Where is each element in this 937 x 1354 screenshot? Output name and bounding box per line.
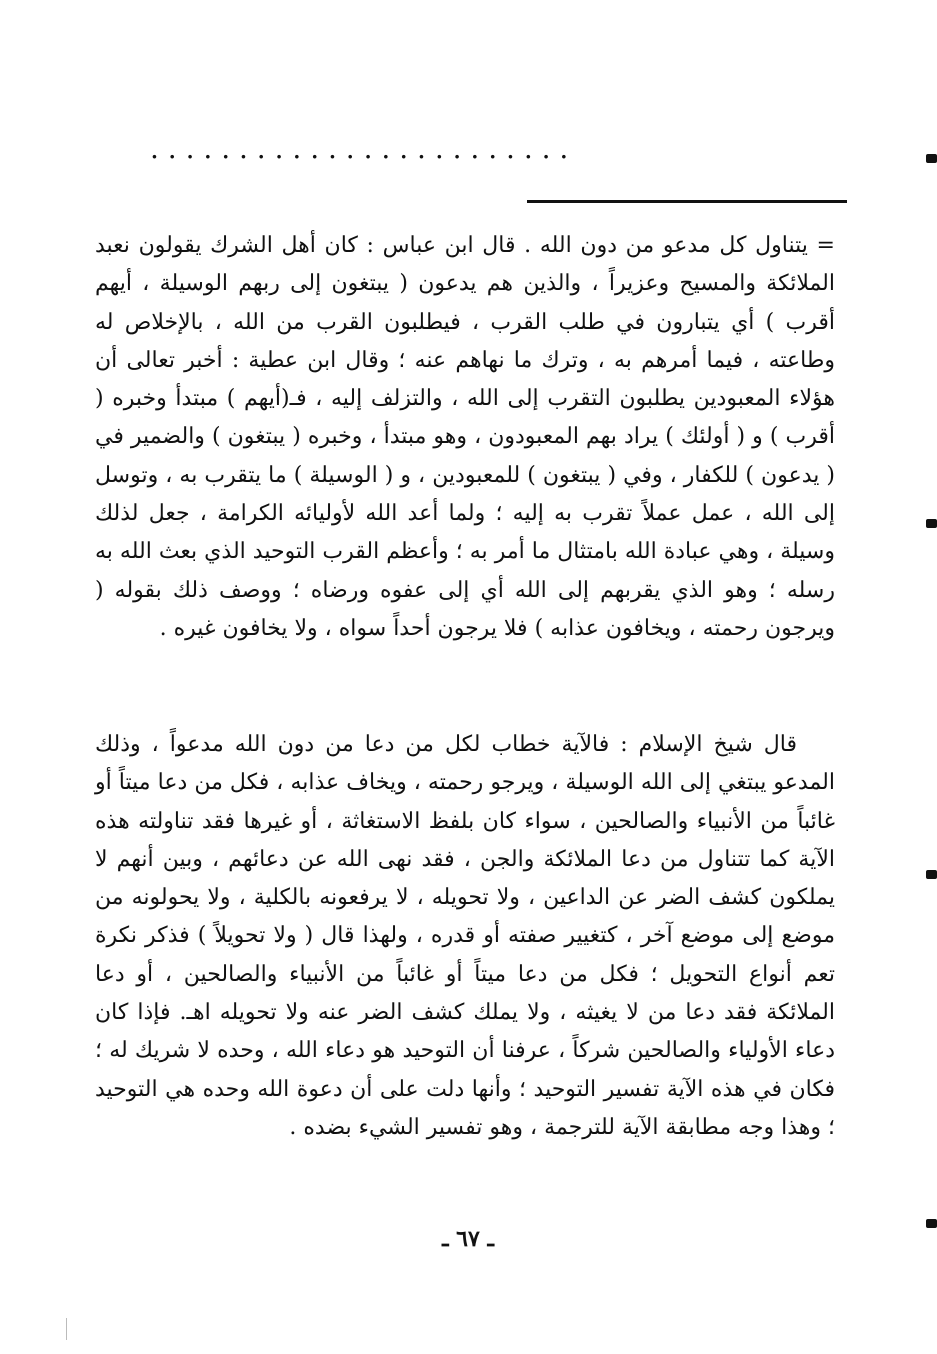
footnote-separator-rule (527, 200, 847, 203)
binding-hole-mark (926, 154, 937, 163)
binding-hole-mark (926, 870, 937, 879)
binding-hole-mark (926, 519, 937, 528)
paragraph-1: = يتناول كل مدعو من دون الله . قال ابن عباس : كان أهل الشرك يقولون نعبد الملائكة والمسيح وعزيراً ، والذين هم يدعون ( يبتغون إلى ربهم الوسيلة ، أيهم أقرب ) أي يتبارون في طلب القرب ، فيطلبون القرب من الله ، بالإخلاص له وطاعته ، فيما أمرهم به ، وترك ما نهاهم عنه ؛ وقال ابن عطية : أخبر تعالى أن هؤلاء المعبودين يطلبون التقرب إلى الله ، والتزلف إليه ، فـ(أيهم ) مبتدأ وخبره ( أقرب ) و ( أولئك ) يراد بهم المعبودون ، وهو مبتدأ ، وخبره ( يبتغون ) والضمير في ( يدعون ) للكفار ، وفي ( يبتغون ) للمعبودين ، و ( الوسيلة ) ما يتقرب به ، وتوسل إلى الله ، عمل عملاً تقرب به إليه ؛ ولما أعد الله لأوليائه الكرامة ، جعل لذلك وسيلة ، وهي عبادة الله بامتثال ما أمر به ؛ وأعظم القرب التوحيد الذي بعث الله به رسله ؛ وهو الذي يقربهم إلى الله أي إلى عفوه ورضاه ؛ ووصف ذلك بقوله ( ويرجون رحمته ، ويخافون عذابه ) فلا يرجون أحداً سواه ، ولا يخافون غيره . (95, 233, 835, 641)
binding-hole-mark (926, 1219, 937, 1228)
page-number: ـ ٦٧ ـ (442, 1226, 494, 1252)
header-dot-leader: . . . . . . . . . . . . . . . . . . . . . . . . (150, 136, 569, 162)
paragraph-2: قال شيخ الإسلام : فالآية خطاب لكل من دعا من دون الله مدعواً ، وذلك المدعو يبتغي إلى الله الوسيلة ، ويرجو رحمته ، ويخاف عذابه ، فكل من دعا ميتاً أو غائباً من الأنبياء والصالحين ، سواء كان بلفظ الاستغاثة ، أو غيرها فقد تناولته هذه الآية كما تتناول من دعا الملائكة والجن ، فقد نهى الله عن دعائهم ، وبين أنهم لا يملكون كشف الضر عن الداعين ، ولا تحويله ، لا يرفعونه بالكلية ، ولا يحولونه من موضع إلى موضع آخر ، كتغيير صفته أو قدره ، ولهذا قال ( ولا تحويلاً ) فذكر نكرة تعم أنواع التحويل ؛ فكل من دعا ميتاً أو غائباً من الأنبياء والصالحين ، أو دعا الملائكة فقد دعا من لا يغيثه ، ولا يملك كشف الضر عنه ولا تحويله اهـ. فإذا كان دعاء الأولياء والصالحين شركاً ، عرفنا أن التوحيد هو دعاء الله ، وحده لا شريك له ؛ فكان في هذه الآية تفسير التوحيد ؛ وأنها دلت على أن دعوة الله وحده هي التوحيد ؛ وهذا وجه مطابقة الآية للترجمة ، وهو تفسير الشيء بضده . (95, 732, 835, 1140)
scan-edge-mark (66, 1318, 67, 1340)
